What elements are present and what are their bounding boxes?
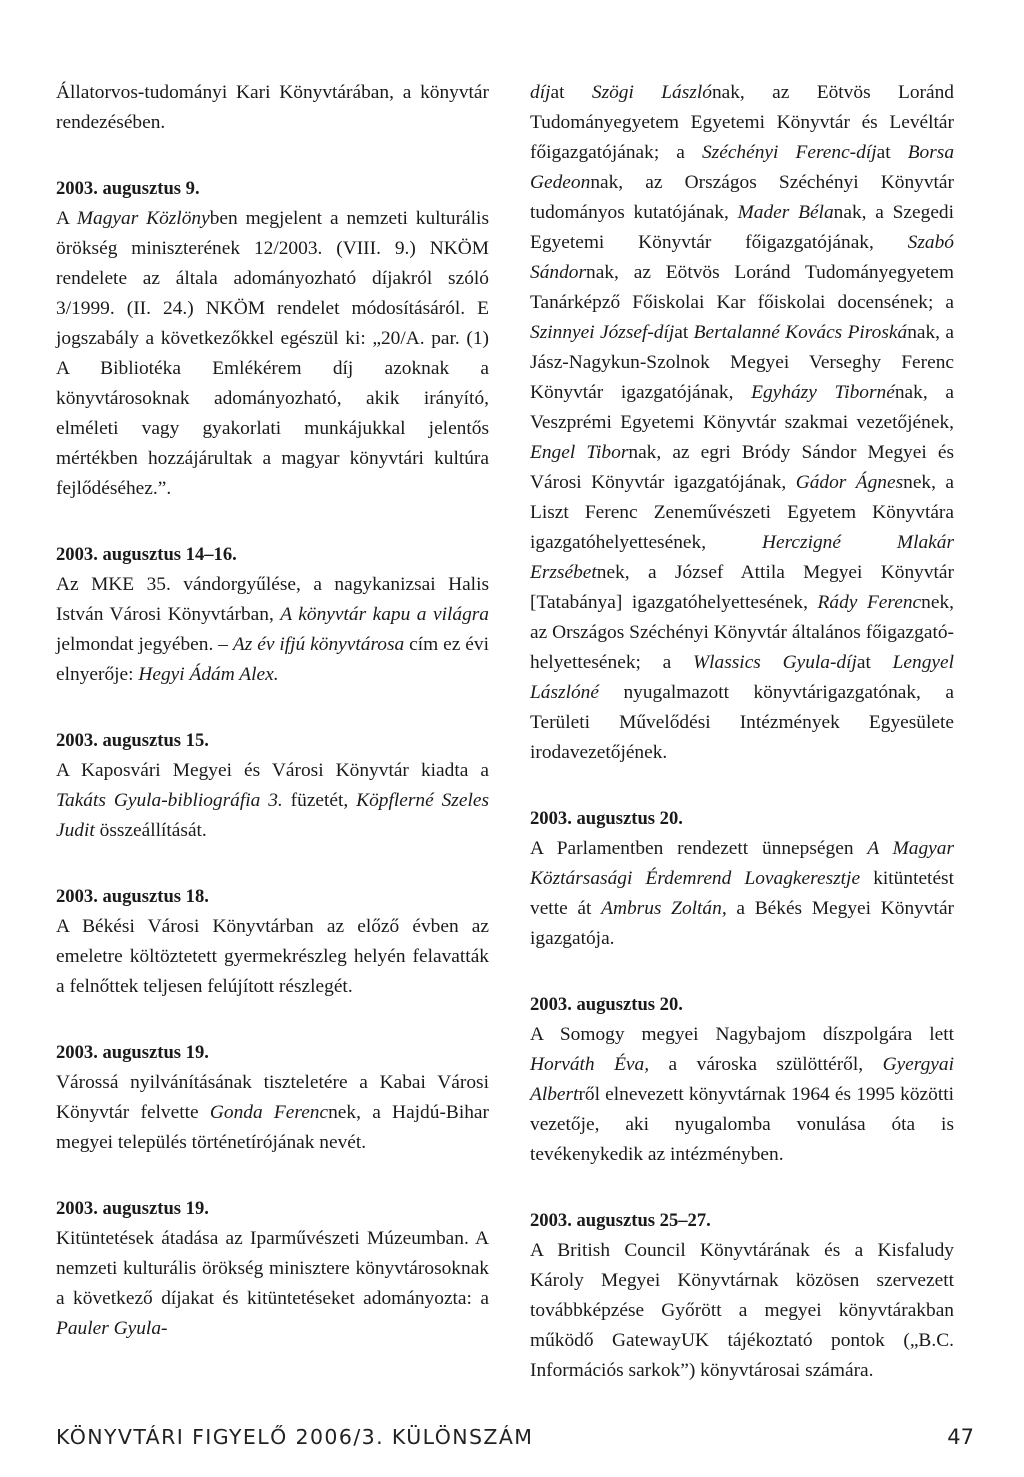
entry-text [56, 204, 489, 504]
chronology-entry [56, 174, 489, 504]
text-run: nak, a Szegedi Egyetemi Könyvtár főigazgatójának, [530, 202, 955, 253]
italic-run: Herczigné Mlakár Erzsébet [530, 532, 954, 583]
entry-text [530, 1020, 954, 1170]
text-run: nek, a József Attila Megyei Könyvtár [Tatabánya] igazgatóhelyettesének, [530, 562, 954, 613]
text-run: Állatorvos-tudományi Kari Könyvtárában, a könyvtár rendezésében. [56, 82, 489, 133]
italic-run: Pauler Gyula- [56, 1318, 168, 1339]
italic-run: Ambrus Zoltán, [601, 898, 727, 919]
text-run: kitüntetést vette át [530, 868, 954, 919]
italic-run: Szabó Sándor [530, 232, 954, 283]
italic-run: Gonda Ferenc [209, 1102, 329, 1123]
text-run: A British Council Könyvtárának és a Kisfaludy Károly Megyei Könyvtárnak közösen szervezett továbbképzése Győrött a megyei könyvtárakban működő GatewayUK tájékoztató pontok („B.C. Információs sarkok”) könyvtárosai számára. [530, 1240, 954, 1381]
chronology-entry [530, 990, 954, 1170]
text-run: nek, a Liszt Ferenc Zeneművészeti Egyetem Könyvtára igazgatóhelyettesének, [530, 472, 954, 553]
text-run: nak, az Országos Széchényi Könyvtár tudományos kutatójának, [530, 172, 954, 223]
text-run: Az MKE 35. vándorgyűlése, a nagykanizsai Halis István Városi Könyvtárban, [56, 574, 489, 625]
chronology-entry [530, 1206, 954, 1386]
entry-date: 2003. augusztus 19. [56, 1042, 209, 1063]
text-run: A [56, 208, 77, 229]
text-run: ről elnevezett könyvtárnak 1964 és 1995 közötti vezetője, aki nyugalomba vonulása óta is tevékenykedik az intézményben. [530, 1084, 954, 1165]
text-run: összeállítását. [94, 820, 207, 841]
chronology-entry [56, 1194, 489, 1344]
entry-date: 2003. augusztus 9. [56, 178, 200, 199]
journal-title: KÖNYVTÁRI FIGYELŐ 2006/3. KÜLÖNSZÁM [56, 1425, 534, 1449]
italic-run: Szinnyei József-díj [530, 322, 675, 343]
italic-run: Takáts Gyula-bibliográfia 3. [56, 790, 283, 811]
text-run: A Kaposvári Megyei és Városi Könyvtár kiadta a [56, 760, 489, 781]
chronology-entry [56, 882, 489, 1002]
text-run: nak, az Eötvös Loránd Tudományegyetem Tanárképző Főiskolai Kar főiskolai docensének; a [530, 262, 954, 313]
italic-run: Gádor Ágnes [795, 472, 904, 493]
italic-run: Wlassics Gyula-díj [692, 652, 857, 673]
entry-date: 2003. augusztus 20. [530, 994, 683, 1015]
text-run: cím ez évi elnyerője: [56, 634, 490, 685]
entry-date: 2003. augusztus 15. [56, 730, 209, 751]
italic-run: Horváth Éva, [530, 1054, 650, 1075]
text-run: A Parlamentben rendezett ünnepségen [530, 838, 868, 859]
page-number: 47 [947, 1425, 974, 1449]
italic-run: Mader Béla [737, 202, 834, 223]
text-run: at [550, 82, 592, 103]
text-run: A Somogy megyei Nagybajom díszpolgára lett [530, 1024, 954, 1045]
italic-run: Egyházy Tiborné [751, 382, 895, 403]
entry-text [56, 570, 489, 690]
italic-run: Rády Ferenc [817, 592, 922, 613]
entry-text [530, 1236, 954, 1386]
page-footer [56, 1425, 974, 1455]
entry-text [56, 1068, 489, 1158]
entry-date: 2003. augusztus 20. [530, 808, 683, 829]
italic-run: Borsa Gedeon [530, 142, 955, 193]
text-run: füzetét, [282, 790, 357, 811]
text-run: jelmondat jegyében. – [56, 634, 233, 655]
italic-run: Szögi László [591, 82, 712, 103]
italic-run: Az év ifjú könyvtárosa [232, 634, 405, 655]
chronology-entry [56, 540, 489, 690]
chronology-entry [530, 804, 954, 954]
entry-date: 2003. augusztus 18. [56, 886, 209, 907]
italic-run: Engel Tibor [530, 442, 629, 463]
entry-text [56, 912, 489, 1002]
italic-run: Hegyi Ádám Alex. [138, 664, 279, 685]
italic-run: Magyar Közlöny [76, 208, 210, 229]
chronology-entry [56, 1038, 489, 1158]
text-run: nyugalmazott könyvtárigazgatónak, a Területi Művelődési Intézmények Egyesülete irodavezetőjének. [530, 682, 954, 763]
italic-run: A könyvtár kapu a világra [280, 604, 490, 625]
text-run: nak, az egri Bródy Sándor Megyei és Városi Könyvtár igazgatójának, [530, 442, 954, 493]
entry-text [56, 756, 489, 846]
entry-date: 2003. augusztus 14–16. [56, 544, 237, 565]
italic-run: Bertalanné Kovács Piroská [693, 322, 908, 343]
italic-run: Széchényi Ferenc-díj [701, 142, 877, 163]
text-run: at [876, 142, 908, 163]
text-run: nek, a Hajdú-Bihar megyei település történetírójának nevét. [56, 1102, 489, 1153]
text-run: nak, a Veszprémi Egyetemi Könyvtár szakmai vezetőjének, [530, 382, 954, 433]
entry-date: 2003. augusztus 19. [56, 1198, 209, 1219]
text-run: nak, az Eötvös Loránd Tudományegyetem Egyetemi Könyvtár és Levéltár főigazgatójának; a [530, 82, 954, 163]
text-run: at [856, 652, 893, 673]
italic-run: Gyergyai Albert [530, 1054, 954, 1105]
text-run: at [674, 322, 694, 343]
text-run: a városka szülöttéről, [649, 1054, 883, 1075]
italic-run: díj [530, 82, 551, 103]
text-run: a Békés Megyei Könyvtár igazgatója. [530, 898, 955, 949]
right-column [530, 78, 954, 1386]
text-run: Várossá nyilvánításának tiszteletére a Kabai Városi Könyvtár felvette [56, 1072, 489, 1123]
italic-run: A Magyar Köztársasági Érdemrend Lovagkeresztje [530, 838, 954, 889]
italic-run: Lengyel Lászlóné [530, 652, 955, 703]
italic-run: Köpflerné Szeles Judit [56, 790, 489, 841]
left-column [56, 78, 489, 1344]
text-run: nek, az Országos Széchényi Könyvtár általános főigazgató-helyettesének; a [530, 592, 954, 673]
text-run: Kitüntetések átadása az Iparművészeti Múzeumban. A nemzeti kulturális örökség minisztere könyvtárosoknak a következő díjakat és kitüntetéseket adományozta: a [56, 1228, 489, 1309]
entry-date: 2003. augusztus 25–27. [530, 1210, 711, 1231]
text-run: nak, a Jász-Nagykun-Szolnok Megyei Verseghy Ferenc Könyvtár igazgatójának, [530, 322, 954, 403]
entry-text [530, 834, 954, 954]
text-run: ben megjelent a nemzeti kulturális örökség miniszterének 12/2003. (VIII. 9.) NKÖM rendelete az általa adományozható díjakról szóló 3/1999. (II. 24.) NKÖM rendelet módosításáról. E jogszabály a következőkkel egészül ki: „20/A. par. (1) A Bibliotéka Emlékérem díj azoknak a könyvtárosoknak adományozható, akik irányító, elméleti vagy gyakorlati munkájukkal jelentős mértékben hozzájárultak a magyar könyvtári kultúra fejlődéséhez.”. [56, 208, 489, 499]
chronology-entry [56, 726, 489, 846]
right-intro-paragraph [530, 78, 954, 768]
text-run: A Békési Városi Könyvtárban az előző évben az emeletre költöztetett gyermekrészleg helyén felavatták a felnőttek teljesen felújított részlegét. [56, 916, 489, 997]
left-intro-paragraph [56, 78, 489, 138]
entry-text [56, 1224, 489, 1344]
